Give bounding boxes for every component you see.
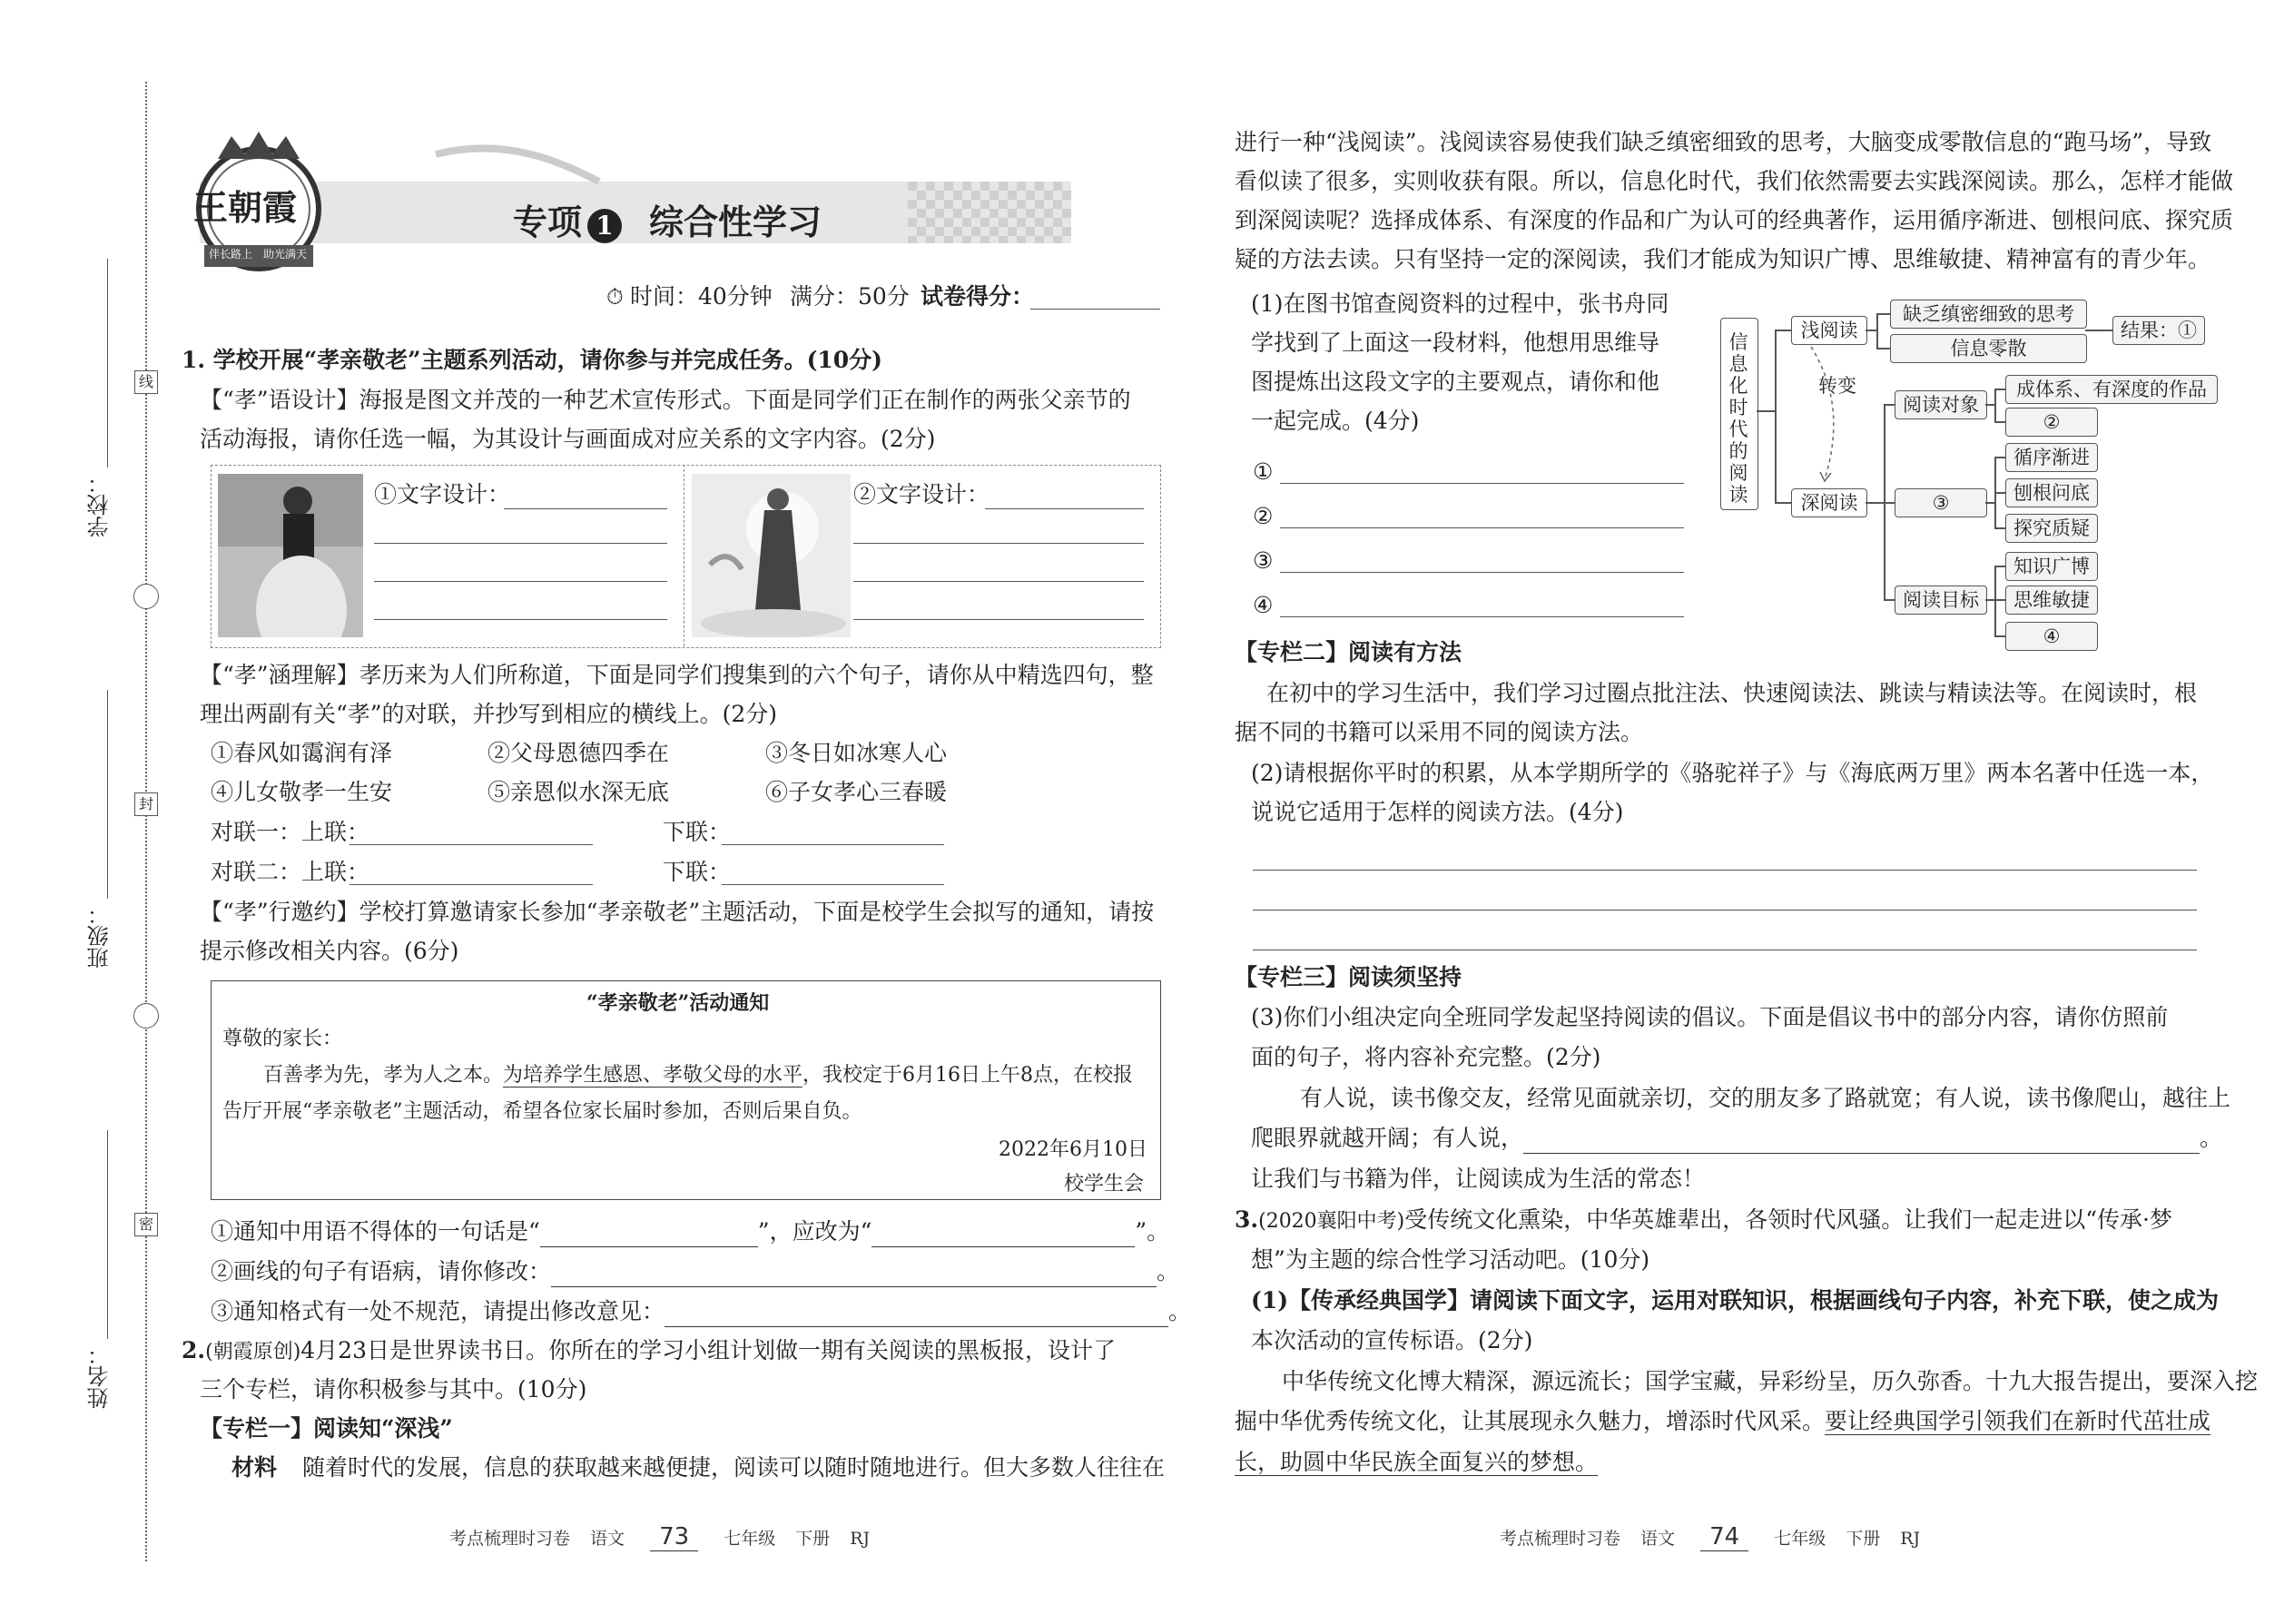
map-line xyxy=(1985,599,1994,601)
brand-slogan-2: 助光满天 xyxy=(263,248,308,261)
couplet2-up-label: 对联二：上联： xyxy=(211,859,370,885)
brand-slogan-1: 伴长路上 xyxy=(209,248,253,261)
answer-3-label: ③ xyxy=(1253,547,1274,574)
notice-date: 2022年6月10日 xyxy=(999,1138,1147,1161)
poster-image-2 xyxy=(692,474,851,637)
page-number-74: 74 xyxy=(1700,1523,1748,1551)
map-line xyxy=(1775,330,1791,331)
poster2-blank-2[interactable] xyxy=(853,543,1144,544)
option-2: ②父母恩德四季在 xyxy=(487,740,670,766)
map-line xyxy=(1876,348,1890,349)
option-4: ④儿女敬孝一生安 xyxy=(211,779,393,805)
map-line xyxy=(1866,330,1876,331)
notice-q2: ②画线的句子有语病，请你修改： 。 xyxy=(211,1256,1179,1287)
q2-p1-line2: 学找到了上面这一段材料，他想用思维导 xyxy=(1251,330,1660,356)
map-shallow-b: 信息零散 xyxy=(1890,334,2087,363)
answer-1-blank[interactable] xyxy=(1280,483,1684,484)
map-root-text: 信息化时代的阅读 xyxy=(1728,331,1748,506)
class-label: 班级： xyxy=(87,903,113,969)
binding-hole-icon xyxy=(133,1003,159,1029)
column-2-line1: 在初中的学习生活中，我们学习过圈点批注法、快速阅读法、跳读与精读法等。在阅读时，根 xyxy=(1266,680,2198,706)
q3-p1-line2: 本次活动的宣传标语。(2分) xyxy=(1251,1327,1533,1353)
q1-s2-line1: 【“孝”涵理解】孝历来为人们所称道，下面是同学们搜集到的六个句子，请你从中精选四句，整 xyxy=(200,662,1154,688)
map-line xyxy=(1994,527,2005,529)
material-line2: 进行一种“浅阅读”。浅阅读容易使我们缺乏缜密细致的思考，大脑变成零散信息的“跑马场”，导致 xyxy=(1235,129,2212,155)
couplet2-down-label: 下联： xyxy=(663,859,732,885)
couplet1-up-label: 对联一：上联： xyxy=(211,819,370,845)
map-line xyxy=(1985,502,1994,504)
map-line xyxy=(1994,566,2005,567)
score-label: 试卷得分： xyxy=(921,283,1035,310)
footer-left: 考点梳理时习卷 语文 73 七年级 下册 RJ xyxy=(449,1523,871,1550)
map-line xyxy=(1994,635,2005,637)
map-object: 阅读对象 xyxy=(1895,390,1987,419)
q3-p1-line1: (1)【传承经典国学】请阅读下面文字，运用对联知识，根据画线句子内容，补充下联，使之成为 xyxy=(1251,1287,2220,1314)
q3-text-line3 xyxy=(1235,1447,1598,1478)
notice-greeting: 尊敬的家长： xyxy=(222,1028,343,1050)
answer-1-label: ① xyxy=(1253,458,1274,485)
map-shallow: 浅阅读 xyxy=(1791,316,1867,345)
map-deep: 深阅读 xyxy=(1791,488,1867,517)
map-method-c: 探究质疑 xyxy=(2005,514,2098,543)
poster2-blank-4[interactable] xyxy=(853,619,1144,620)
poster2-blank-3[interactable] xyxy=(853,581,1144,582)
q1-s1-line2: 活动海报，请你任选一幅，为其设计与画面成对应关系的文字内容。(2分) xyxy=(200,426,936,452)
poster-image-1 xyxy=(218,474,363,637)
school-line xyxy=(107,259,108,468)
map-result: 结果：① xyxy=(2112,316,2205,345)
column-2-line2: 据不同的书籍可以采用不同的阅读方法。 xyxy=(1235,719,1644,745)
page-number-73: 73 xyxy=(650,1523,698,1551)
section-number-badge: 1 xyxy=(587,209,622,243)
map-goal: 阅读目标 xyxy=(1895,586,1987,615)
page-title: 专项 1 综合性学习 xyxy=(513,202,822,242)
exam-time: 时间：40分钟 xyxy=(630,283,773,310)
q2-p3-line4: 爬眼界就越开阔；有人说， 。 xyxy=(1251,1123,2222,1154)
school-label: 学校： xyxy=(87,472,113,537)
q2-p2-line2: 说说它适用于怎样的阅读方法。(4分) xyxy=(1251,799,1624,825)
timer-icon: ⏱ xyxy=(606,284,624,310)
q3-underlined-b: 长，助圆中华民族全面复兴的梦想。 xyxy=(1235,1449,1599,1475)
name-label: 姓名： xyxy=(87,1343,113,1409)
map-line xyxy=(1884,502,1895,504)
notice-title: “孝亲敬老”活动通知 xyxy=(586,991,770,1015)
q3-text-line2: 掘中华优秀传统文化，让其展现永久魅力，增添时代风采。要让经典国学引领我们在新时代茁壮成 xyxy=(1235,1408,2211,1434)
material-line4: 到深阅读呢？选择成体系、有深度的作品和广为认可的经典著作，运用循序渐进、刨根问底、探究质 xyxy=(1235,207,2234,233)
material-line5: 疑的方法去读。只有坚持一定的深阅读，我们才能成为知识广博、思维敏捷、精神富有的青少年。 xyxy=(1235,246,2211,272)
q1-s3-line1: 【“孝”行邀约】学校打算邀请家长参加“孝亲敬老”主题活动，下面是校学生会拟写的通知，请按 xyxy=(200,899,1155,925)
q3-stem-line1: 3.(2020襄阳中考)受传统文化熏染，中华英雄辈出，各领时代风骚。让我们一起走进以“传承·梦 xyxy=(1235,1206,2172,1233)
q2-p2-answer-1[interactable] xyxy=(1253,870,2197,871)
map-method-a: 循序渐进 xyxy=(2005,443,2098,472)
notice-signature: 校学生会 xyxy=(1064,1173,1145,1196)
answer-4-blank[interactable] xyxy=(1280,616,1684,617)
poster2-label: ②文字设计： xyxy=(853,481,990,507)
map-line xyxy=(1994,421,2005,423)
column-3-title: 【专栏三】阅读须坚持 xyxy=(1235,964,1462,990)
map-method-blank: ③ xyxy=(1895,488,1987,517)
poster1-blank-1[interactable] xyxy=(504,508,667,509)
map-line xyxy=(2085,330,2112,331)
q2-p1-line4: 一起完成。(4分) xyxy=(1251,408,1420,434)
option-5: ⑤亲恩似水深无底 xyxy=(487,779,670,805)
answer-4-label: ④ xyxy=(1253,592,1274,618)
couplet2-down-blank[interactable] xyxy=(722,884,944,885)
notice-q2-blank xyxy=(551,1263,1157,1287)
option-3: ③冬日如冰寒人心 xyxy=(765,740,948,766)
map-line xyxy=(1994,599,2005,601)
map-line xyxy=(1757,410,1775,412)
q2-p3-line1: (3)你们小组决定向全班同学发起坚持阅读的倡议。下面是倡议书中的部分内容，请你仿照前 xyxy=(1251,1004,2169,1030)
map-line xyxy=(1994,492,2005,494)
binding-hole-icon xyxy=(133,584,159,609)
map-turn-arrow xyxy=(1802,345,1856,486)
q3-underlined-a: 要让经典国学引领我们在新时代茁壮成 xyxy=(1825,1408,2211,1434)
map-line xyxy=(1884,404,1895,406)
class-line xyxy=(107,690,108,899)
map-line xyxy=(1994,389,1996,421)
map-line xyxy=(1884,599,1895,601)
notice-q1-blank-a xyxy=(540,1223,758,1247)
map-line xyxy=(1994,389,2005,390)
couplet2-up-blank[interactable] xyxy=(350,884,593,885)
q2-p1-line1: (1)在图书馆查阅资料的过程中，张书舟同 xyxy=(1251,290,1669,317)
map-line xyxy=(1876,313,1878,348)
q2-p3-line5: 让我们与书籍为伴，让阅读成为生活的常态！ xyxy=(1251,1166,1706,1192)
q3-stem-line2: 想”为主题的综合性学习活动吧。(10分) xyxy=(1251,1246,1650,1273)
map-line xyxy=(1866,502,1884,504)
full-score: 满分：50分 xyxy=(790,283,910,310)
q2-p3-line2: 面的句子，将内容补充完整。(2分) xyxy=(1251,1044,1601,1070)
answer-2-blank[interactable] xyxy=(1280,527,1684,528)
poster1-blank-4[interactable] xyxy=(374,619,667,620)
poster1-blank-3[interactable] xyxy=(374,581,667,582)
poster2-blank-1[interactable] xyxy=(985,508,1144,509)
dotted-cut-line xyxy=(145,82,147,1561)
poster1-label: ①文字设计： xyxy=(374,481,511,507)
notice-body-1: 百善孝为先，孝为人之本。为培养学生感恩、孝敬父母的水平，我校定于6月16日上午8点，在校报 xyxy=(263,1064,1134,1087)
couplet1-up-blank[interactable] xyxy=(350,844,593,845)
map-line xyxy=(1775,330,1777,502)
mark-seal: 封 xyxy=(134,792,158,816)
q2-p3-blank xyxy=(1523,1129,2200,1154)
answer-3-blank[interactable] xyxy=(1280,572,1684,573)
map-line xyxy=(1994,457,2005,458)
option-1: ①春风如霭润有泽 xyxy=(211,740,393,766)
column-1-title: 【专栏一】阅读知“深浅” xyxy=(200,1415,453,1442)
q2-stem-line2: 三个专栏，请你积极参与其中。(10分) xyxy=(200,1376,587,1403)
notice-q1-blank-b xyxy=(871,1223,1135,1247)
map-object-a: 成体系、有深度的作品 xyxy=(2005,375,2218,404)
footer-right: 考点梳理时习卷 语文 74 七年级 下册 RJ xyxy=(1500,1523,1921,1550)
score-blank[interactable] xyxy=(1030,309,1160,310)
map-shallow-a: 缺乏缜密细致的思考 xyxy=(1890,300,2087,329)
material-line1: 材料 随着时代的发展，信息的获取越来越便捷，阅读可以随时随地进行。但大多数人往往在 xyxy=(231,1454,1166,1481)
map-line xyxy=(1985,404,1994,406)
map-line xyxy=(1876,313,1890,315)
q2-stem-line1: 2.(朝霞原创)4月23日是世界读书日。你所在的学习小组计划做一期有关阅读的黑板报，设计了 xyxy=(182,1337,1117,1363)
q1-s2-line2: 理出两副有关“孝”的对联，并抄写到相应的横线上。(2分) xyxy=(200,701,777,727)
map-object-b: ② xyxy=(2005,408,2098,437)
brand-logo-text: 王朝霞 xyxy=(193,187,298,228)
mark-line: 线 xyxy=(134,370,158,394)
q1-s3-line2: 提示修改相关内容。(6分) xyxy=(200,938,459,964)
column-2-title: 【专栏二】阅读有方法 xyxy=(1235,639,1462,665)
q2-p2-line1: (2)请根据你平时的积累，从本学期所学的《骆驼祥子》与《海底两万里》两本名著中任选一本， xyxy=(1251,760,2214,786)
map-turn-label: 转变 xyxy=(1818,375,1856,397)
couplet1-down-blank[interactable] xyxy=(722,844,944,845)
poster1-blank-2[interactable] xyxy=(374,543,667,544)
map-goal-c: ④ xyxy=(2005,622,2098,651)
option-6: ⑥子女孝心三春暖 xyxy=(765,779,948,805)
map-goal-a: 知识广博 xyxy=(2005,552,2098,581)
notice-q3: ③通知格式有一处不规范，请提出修改意见： 。 xyxy=(211,1296,1191,1327)
notice-underlined-sentence: 为培养学生感恩、孝敬父母的水平 xyxy=(503,1064,803,1087)
notice-q1: ①通知中用语不得体的一句话是“ ”，应改为“ ”。 xyxy=(211,1216,1169,1247)
q3-text-line1: 中华传统文化博大精深，源远流长；国学宝藏，异彩纷呈，历久弥香。十九大报告提出，要深入挖 xyxy=(1282,1368,2259,1394)
q2-p3-line3: 有人说，读书像交友，经常见面就亲切，交的朋友多了路就宽；有人说，读书像爬山，越往上 xyxy=(1300,1085,2231,1111)
name-line xyxy=(107,1130,108,1339)
q1-stem: 1. 学校开展“孝亲敬老”主题系列活动，请你参与并完成任务。(10分) xyxy=(182,347,883,373)
notice-body-2: 告厅开展“孝亲敬老”主题活动，希望各位家长届时参加，否则后果自负。 xyxy=(222,1100,862,1123)
map-method-b: 刨根问底 xyxy=(2005,478,2098,507)
material-line3: 看似读了很多，实则收获有限。所以，信息化时代，我们依然需要去实践深阅读。那么，怎样才能做 xyxy=(1235,168,2234,194)
answer-2-label: ② xyxy=(1253,503,1274,529)
q2-p1-line3: 图提炼出这段文字的主要观点，请你和他 xyxy=(1251,369,1660,395)
map-line xyxy=(1994,566,1996,635)
couplet1-down-label: 下联： xyxy=(663,819,732,845)
map-goal-b: 思维敏捷 xyxy=(2005,586,2098,615)
q1-s1-line1: 【“孝”语设计】海报是图文并茂的一种艺术宣传形式。下面是同学们正在制作的两张父亲节的 xyxy=(200,387,1131,413)
notice-q3-blank xyxy=(665,1303,1168,1327)
mark-dense: 密 xyxy=(134,1213,158,1236)
map-line xyxy=(1775,502,1791,504)
